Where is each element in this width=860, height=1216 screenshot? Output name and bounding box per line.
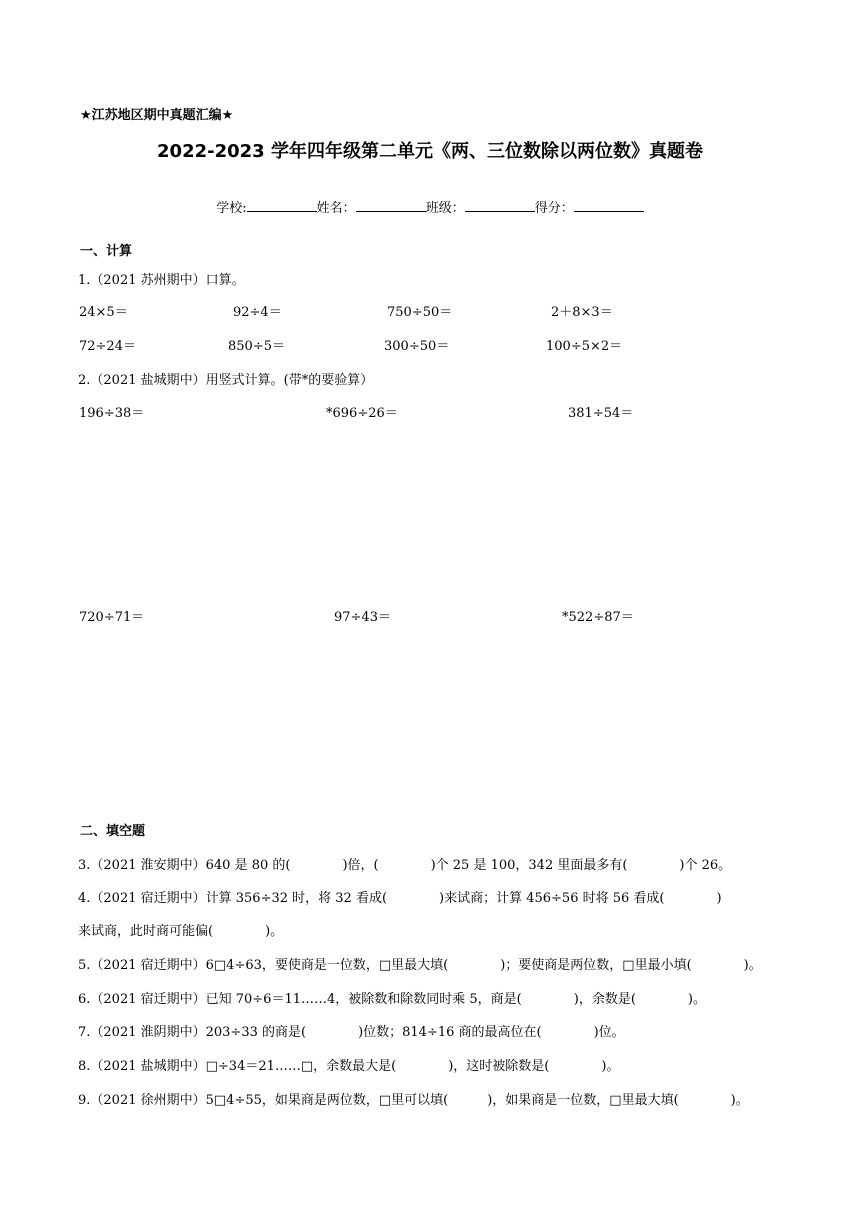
q1-label: 1.（2021 苏州期中）口算。 [78, 273, 245, 288]
q2-item: 97÷43＝ [334, 610, 391, 625]
q1-item: 300÷50＝ [384, 339, 450, 354]
q2-label: 2.（2021 盐城期中）用竖式计算。(带*的要验算） [78, 373, 374, 388]
name-label: 姓名： [316, 201, 356, 216]
q2-item: 381÷54＝ [568, 406, 634, 421]
student-info-line [0, 199, 860, 217]
fill-question: 7.（2021 淮阴期中）203÷33 的商是( )位数；814÷16 商的最高位在( )位。 [78, 1025, 625, 1040]
q1-item: 92÷4＝ [233, 305, 282, 320]
section-2-title: 二、填空题 [80, 824, 146, 839]
q2-item: *696÷26＝ [326, 406, 398, 421]
q1-item: 2＋8×3＝ [551, 305, 613, 320]
fill-question: 5.（2021 宿迁期中）6□4÷63，要使商是一位数，□里最大填( )；要使商是两位数，□里最小填( )。 [78, 958, 762, 973]
q1-item: 100÷5×2＝ [546, 339, 623, 354]
fill-question: 8.（2021 盐城期中）□÷34＝21……□，余数最大是( )，这时被除数是( )。 [78, 1059, 620, 1074]
fill-question: 3.（2021 淮安期中）640 是 80 的( )倍，( )个 25 是 100，342 里面最多有( )个 26。 [78, 858, 732, 873]
school-label: 学校: [216, 201, 247, 216]
fill-question: 6.（2021 宿迁期中）已知 70÷6＝11……4，被除数和除数同时乘 5，商是( )，余数是( )。 [78, 992, 706, 1007]
q1-item: 72÷24＝ [79, 339, 136, 354]
q1-item: 24×5＝ [79, 305, 128, 320]
fill-question: 来试商，此时商可能偏( )。 [78, 924, 284, 939]
school-blank[interactable] [247, 199, 317, 212]
top-tag: ★江苏地区期中真题汇编★ [80, 108, 234, 123]
fill-question: 9.（2021 徐州期中）5□4÷55，如果商是两位数，□里可以填( )，如果商是一位数，□里最大填( )。 [78, 1093, 749, 1108]
class-blank[interactable] [465, 199, 535, 212]
q1-item: 750÷50＝ [387, 305, 453, 320]
score-label: 得分： [534, 201, 574, 216]
q1-item: 850÷5＝ [228, 339, 285, 354]
section-1-title: 一、计算 [80, 244, 133, 259]
class-label: 班级： [425, 201, 465, 216]
q2-item: 720÷71＝ [79, 610, 145, 625]
page-title: 2022-2023 学年四年级第二单元《两、三位数除以两位数》真题卷 [157, 141, 703, 162]
score-blank[interactable] [574, 199, 644, 212]
q2-item: 196÷38＝ [79, 406, 145, 421]
name-blank[interactable] [356, 199, 426, 212]
fill-question: 4.（2021 宿迁期中）计算 356÷32 时，将 32 看成( )来试商；计算 456÷56 时将 56 看成( ) [78, 891, 722, 906]
q2-item: *522÷87＝ [562, 610, 634, 625]
